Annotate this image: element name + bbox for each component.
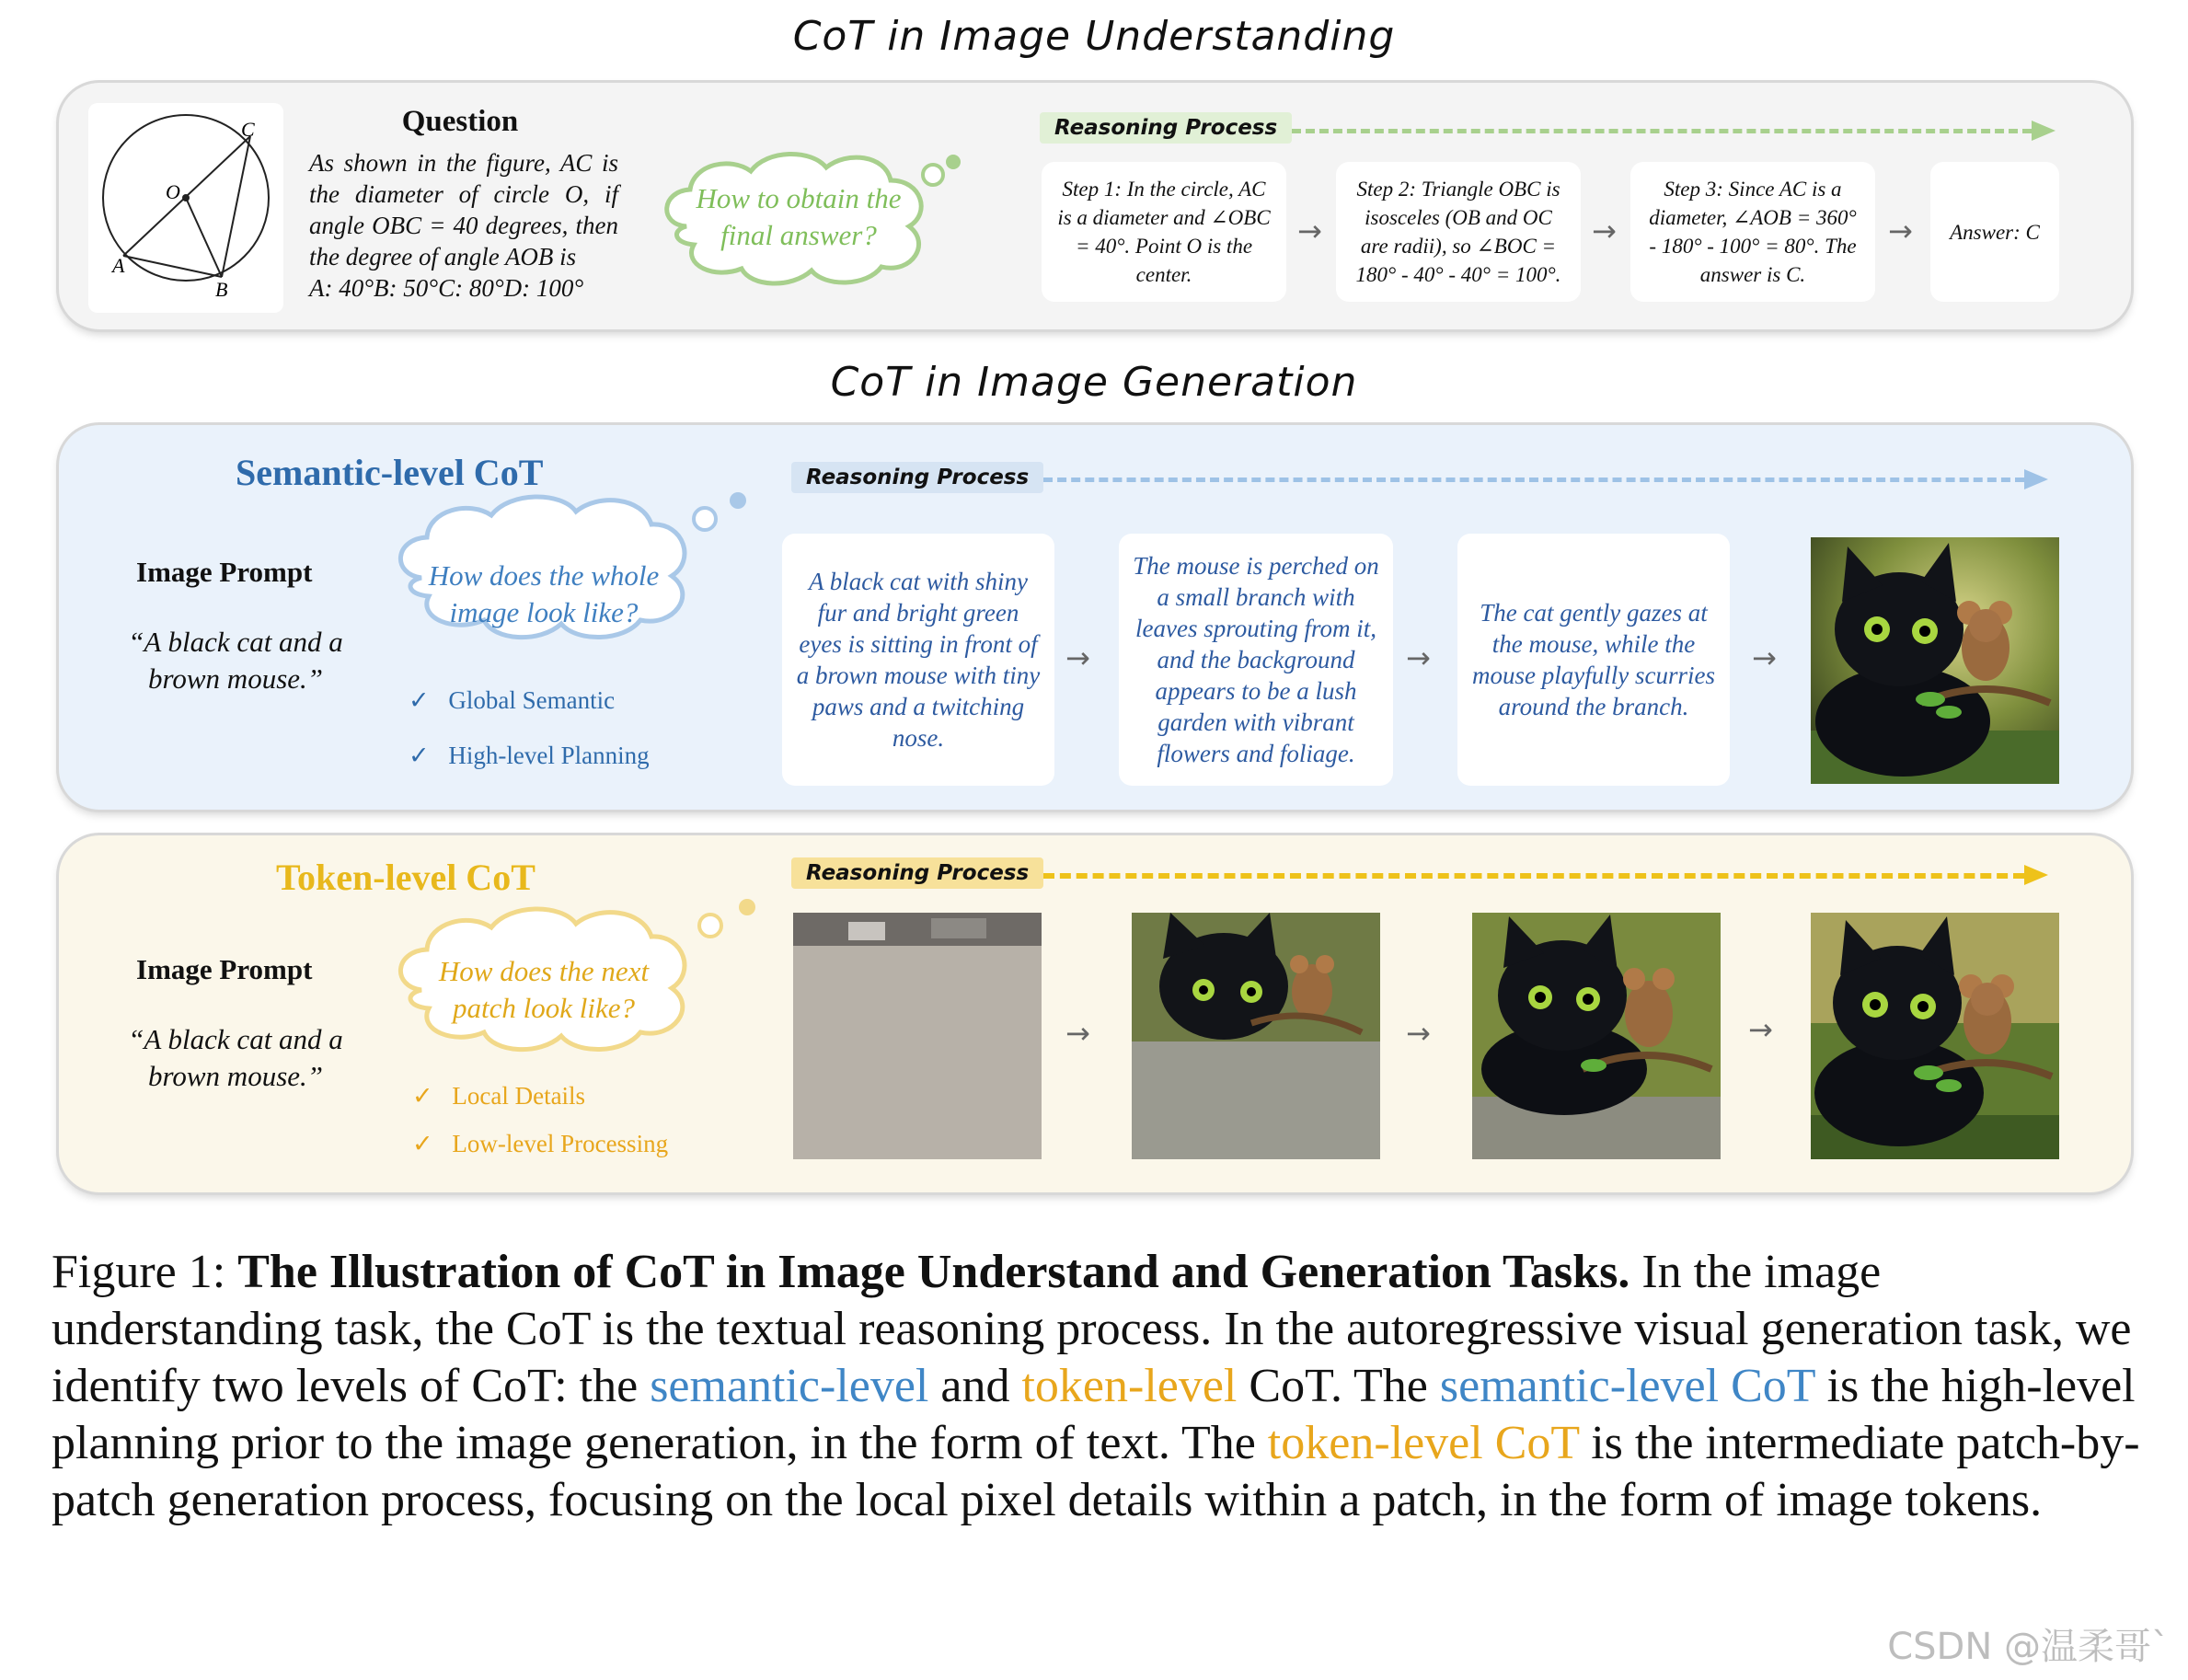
caption-text-5: is the intermediate patch-by-patch generation process, focusing on the local pixel details within a patch, in the form of image tokens. [52,1417,2140,1526]
semantic-check-1 [409,686,615,715]
token-arrow-2: → [1406,1016,1431,1051]
caption-token-level: token-level [1021,1360,1238,1412]
token-check-2 [412,1130,668,1158]
caption-text-2: and [928,1360,1022,1412]
token-prompt-text: “A black cat and a brown mouse.” [128,1023,343,1092]
semantic-arrow-3: → [1752,640,1777,675]
caption-semantic-level: semantic-level [650,1360,929,1412]
question-options: A: 40°B: 50°C: 80°D: 100° [309,274,584,302]
semantic-arrow-1: → [1065,640,1090,675]
token-check-label-2: Low-level Processing [452,1130,669,1157]
bubble-text-understanding: How to obtain the final answer? [696,182,902,251]
semantic-prompt-head: Image Prompt [136,556,313,588]
token-image-1 [793,913,1042,1159]
token-image-3 [1472,913,1721,1159]
token-arrow-1: → [1065,1016,1090,1051]
generated-image-semantic [1811,537,2059,784]
caption-text-3: CoT. The [1237,1360,1440,1412]
reasoning-label-understanding: Reasoning Process [1040,112,1292,144]
semantic-card-2: The mouse is perched on a small branch with leaves sprouting from it, and the background appears to be a lush garden with vibrant flowers and foliage. [1119,534,1393,786]
semantic-card-3: The cat gently gazes at the mouse, while the mouse playfully scurries around the branch. [1457,534,1730,786]
bubble-text-token: How does the next patch look like? [438,955,650,1024]
watermark: CSDN @温柔哥` [1887,1626,2170,1668]
step-arrow-2: → [1592,213,1617,248]
generation-title: CoT in Image Generation [830,359,1358,406]
caption-semantic-level-cot: semantic-level CoT [1439,1360,1815,1412]
token-image-2 [1132,913,1380,1159]
semantic-check-label-2: High-level Planning [448,742,650,769]
semantic-card-1: A black cat with shiny fur and bright green eyes is sitting in front of a brown mouse with tiny paws and a twitching nose. [782,534,1054,786]
step-card-3: Step 3: Since AC is a diameter, ∠AOB = 360° - 180° - 100° = 80°. The answer is C. [1630,162,1875,302]
caption-text-4: is the high-level planning prior to the image generation, in the form of text. The [52,1360,2136,1469]
caption-bold-title: The Illustration of CoT in Image Understand and Generation Tasks. [237,1246,1630,1298]
check-icon: ✓ [412,1082,433,1110]
bubble-text-semantic: How does the whole image look like? [428,559,660,628]
step-arrow-3: → [1888,213,1913,248]
semantic-prompt-text: “A black cat and a brown mouse.” [128,626,343,695]
token-prompt-head: Image Prompt [136,953,313,985]
label-a: A [112,254,125,277]
token-title: Token-level CoT [276,857,535,898]
answer-card: Answer: C [1930,162,2059,302]
check-icon: ✓ [412,1130,433,1157]
arrowhead-token [2024,865,2048,885]
dashed-arrow-understanding [1292,129,2032,133]
semantic-check-label-1: Global Semantic [448,686,616,714]
caption-text-1: In the image understanding task, the CoT is the textual reasoning process. In the autoregressive visual generation task, we identify two levels of CoT: the [52,1246,2132,1412]
figure-caption [52,1244,2149,1529]
caption-token-level-cot: token-level CoT [1267,1417,1580,1469]
step-card-2: Step 2: Triangle OBC is isosceles (OB and OC are radii), so ∠BOC = 180° - 40° - 40° = 100°. [1336,162,1581,302]
label-c: C [241,118,255,141]
check-icon: ✓ [409,686,430,714]
arrowhead-semantic [2024,469,2048,489]
token-check-label-1: Local Details [452,1082,586,1110]
token-image-final [1811,913,2059,1159]
label-b: B [215,278,228,301]
arrowhead-understanding [2032,121,2056,141]
reasoning-label-semantic: Reasoning Process [791,462,1043,493]
question-text: As shown in the figure, AC is the diameter of circle O, if angle OBC = 40 degrees, then the degree of angle AOB is [309,149,618,270]
step-arrow-1: → [1297,213,1322,248]
caption-prefix: Figure 1: [52,1246,238,1298]
reasoning-label-token: Reasoning Process [791,857,1043,889]
understanding-title: CoT in Image Understanding [792,13,1396,60]
semantic-arrow-2: → [1406,640,1431,675]
question-heading: Question [401,105,519,138]
step-card-1: Step 1: In the circle, AC is a diameter and ∠OBC = 40°. Point O is the center. [1042,162,1286,302]
label-o: O [166,180,180,203]
token-check-1 [412,1082,585,1110]
check-icon: ✓ [409,742,430,769]
semantic-check-2 [409,742,650,770]
semantic-title: Semantic-level CoT [236,452,544,493]
geometry-figure [88,103,283,313]
token-arrow-3: → [1748,1012,1773,1047]
dashed-arrow-token [1043,873,2024,879]
dashed-arrow-semantic [1043,478,2024,482]
